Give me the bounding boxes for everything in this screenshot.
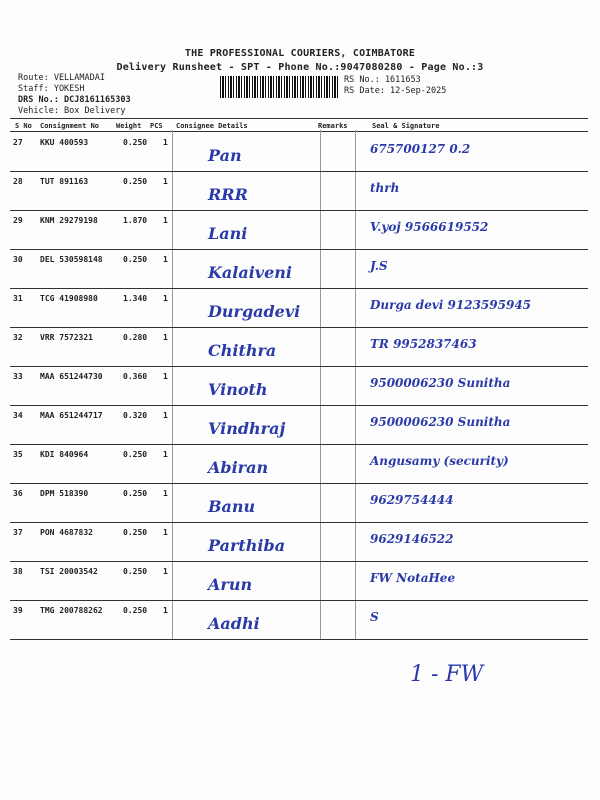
weight-value: 0.250 xyxy=(123,255,148,264)
table-row xyxy=(10,288,588,327)
row-divider xyxy=(10,639,588,640)
consignee-handwriting: Banu xyxy=(208,497,256,516)
serial-number: 39 xyxy=(13,606,23,615)
pcs-value: 1 xyxy=(163,450,168,459)
weight-value: 0.250 xyxy=(123,567,148,576)
signature-handwriting: thrh xyxy=(370,181,400,195)
pcs-value: 1 xyxy=(163,567,168,576)
pcs-value: 1 xyxy=(163,411,168,420)
serial-number: 38 xyxy=(13,567,23,576)
consignee-handwriting: Vindhraj xyxy=(208,419,286,438)
pcs-value: 1 xyxy=(163,216,168,225)
serial-number: 37 xyxy=(13,528,23,537)
rs-date-text: RS Date: 12-Sep-2025 xyxy=(344,86,447,96)
weight-value: 0.250 xyxy=(123,177,148,186)
consignee-handwriting: Vinoth xyxy=(208,380,268,399)
pcs-value: 1 xyxy=(163,528,168,537)
consignment-number: TMG 200788262 xyxy=(40,606,103,615)
weight-value: 0.360 xyxy=(123,372,148,381)
weight-value: 0.250 xyxy=(123,489,148,498)
serial-number: 29 xyxy=(13,216,23,225)
col-consignment: Consignment No xyxy=(40,122,100,130)
consignment-number: KNM 29279198 xyxy=(40,216,98,225)
document-title: THE PROFESSIONAL COURIERS, COIMBATORE xyxy=(184,48,416,59)
consignment-number: TCG 41908980 xyxy=(40,294,98,303)
serial-number: 34 xyxy=(13,411,23,420)
serial-number: 30 xyxy=(13,255,23,264)
pcs-value: 1 xyxy=(163,333,168,342)
consignee-handwriting: Abiran xyxy=(208,458,269,477)
rs-no-text: RS No.: 1611653 xyxy=(344,75,421,85)
table-row xyxy=(10,171,588,210)
pcs-value: 1 xyxy=(163,606,168,615)
signature-handwriting: Angusamy (security) xyxy=(370,454,509,468)
weight-value: 1.340 xyxy=(123,294,148,303)
col-pcs: PCS xyxy=(150,122,163,130)
drs-text: DRS No.: DCJ8161165303 xyxy=(18,95,131,105)
table-row xyxy=(10,600,588,639)
serial-number: 28 xyxy=(13,177,23,186)
consignment-number: KDI 840964 xyxy=(40,450,89,459)
signature-handwriting: 9500006230 Sunitha xyxy=(370,376,511,390)
barcode-image xyxy=(220,76,338,98)
serial-number: 36 xyxy=(13,489,23,498)
table-row xyxy=(10,366,588,405)
serial-number: 32 xyxy=(13,333,23,342)
consignment-number: MAA 651244730 xyxy=(40,372,103,381)
table-row xyxy=(10,327,588,366)
signature-handwriting: V.yoj 9566619552 xyxy=(370,220,489,234)
document-subtitle: Delivery Runsheet - SPT - Phone No.:9047080280 - Page No.:3 xyxy=(116,62,484,73)
serial-number: 27 xyxy=(13,138,23,147)
pcs-value: 1 xyxy=(163,138,168,147)
signature-handwriting: J.S xyxy=(370,259,388,273)
signature-handwriting: 9629146522 xyxy=(370,532,454,546)
table-row xyxy=(10,249,588,288)
weight-value: 0.280 xyxy=(123,333,148,342)
pcs-value: 1 xyxy=(163,294,168,303)
consignee-handwriting: Kalaiveni xyxy=(208,263,292,282)
right-header xyxy=(344,75,446,97)
consignee-handwriting: Pan xyxy=(208,146,242,165)
consignment-number: MAA 651244717 xyxy=(40,411,103,420)
consignment-number: PON 4687832 xyxy=(40,528,93,537)
consignee-handwriting: Chithra xyxy=(208,341,277,360)
vehicle-text: Vehicle: Box Delivery xyxy=(18,106,126,116)
col-remarks: Remarks xyxy=(318,122,348,130)
signature-handwriting: 9500006230 Sunitha xyxy=(370,415,511,429)
left-header xyxy=(18,73,131,117)
table-row xyxy=(10,483,588,522)
weight-value: 0.250 xyxy=(123,528,148,537)
weight-value: 0.250 xyxy=(123,450,148,459)
col-consignee: Consignee Details xyxy=(176,122,248,130)
signature-handwriting: S xyxy=(370,610,379,624)
serial-number: 33 xyxy=(13,372,23,381)
weight-value: 1.870 xyxy=(123,216,148,225)
consignee-handwriting: RRR xyxy=(208,185,248,204)
serial-number: 31 xyxy=(13,294,23,303)
table-row xyxy=(10,522,588,561)
consignee-handwriting: Aadhi xyxy=(208,614,260,633)
table-row xyxy=(10,210,588,249)
signature-handwriting: Durga devi 9123595945 xyxy=(370,298,532,312)
footer-handwritten-mark: 1 - FW xyxy=(410,662,484,687)
table-row xyxy=(10,405,588,444)
pcs-value: 1 xyxy=(163,372,168,381)
signature-handwriting: 9629754444 xyxy=(370,493,454,507)
consignment-number: TUT 891163 xyxy=(40,177,89,186)
consignment-number: DPM 518390 xyxy=(40,489,89,498)
signature-handwriting: FW NotaHee xyxy=(370,571,456,585)
consignment-number: DEL 530598148 xyxy=(40,255,103,264)
serial-number: 35 xyxy=(13,450,23,459)
consignment-number: TSI 20003542 xyxy=(40,567,98,576)
signature-handwriting: TR 9952837463 xyxy=(370,337,477,351)
consignment-number: VRR 7572321 xyxy=(40,333,93,342)
pcs-value: 1 xyxy=(163,255,168,264)
col-sno: S No xyxy=(15,122,32,130)
route-text: Route: VELLAMADAI xyxy=(18,73,105,83)
consignment-number: KKU 400593 xyxy=(40,138,89,147)
weight-value: 0.250 xyxy=(123,138,148,147)
table-top-line xyxy=(10,118,588,119)
pcs-value: 1 xyxy=(163,177,168,186)
consignee-handwriting: Parthiba xyxy=(208,536,286,555)
signature-handwriting: 675700127 0.2 xyxy=(370,142,471,156)
pcs-value: 1 xyxy=(163,489,168,498)
weight-value: 0.250 xyxy=(123,606,148,615)
table-row xyxy=(10,561,588,600)
weight-value: 0.320 xyxy=(123,411,148,420)
table-row xyxy=(10,132,588,171)
table-row xyxy=(10,444,588,483)
col-seal: Seal & Signature xyxy=(372,122,440,130)
staff-text: Staff: YOKESH xyxy=(18,84,85,94)
consignee-handwriting: Arun xyxy=(208,575,253,594)
consignee-handwriting: Durgadevi xyxy=(208,302,301,321)
col-weight: Weight xyxy=(116,122,142,130)
consignee-handwriting: Lani xyxy=(208,224,248,243)
